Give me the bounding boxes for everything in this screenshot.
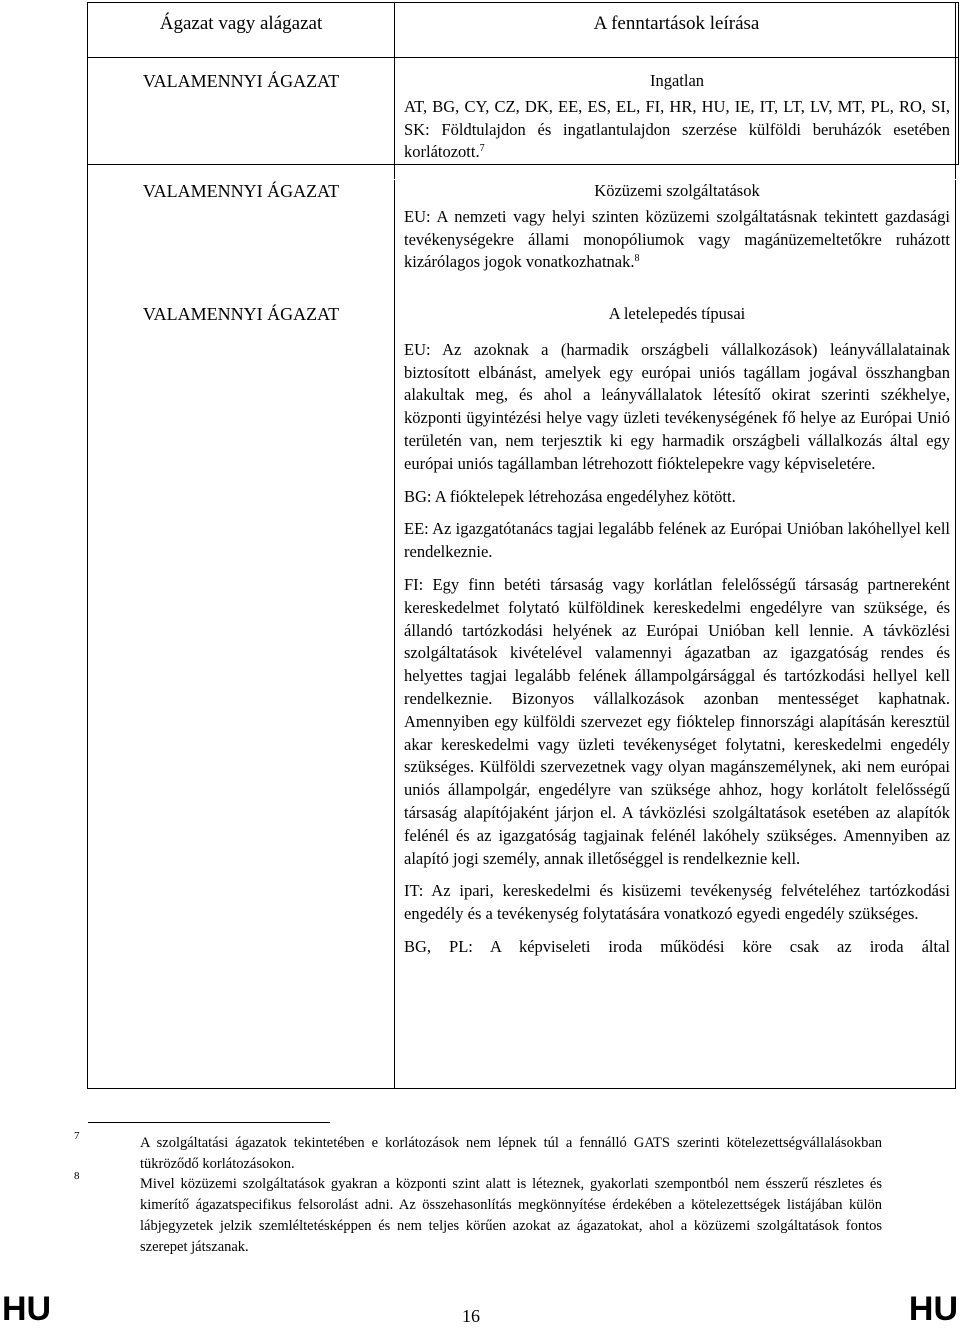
table-border [394,179,956,180]
table-border [394,2,395,1088]
header-description: A fenntartások leírása [395,3,959,58]
language-mark-left: HU [2,1290,52,1328]
section-title: A letelepedés típusai [608,304,746,323]
sector-cell: VALAMENNYI ÁGAZAT [142,181,340,201]
page-number: 16 [462,1306,480,1326]
paragraph-text: AT, BG, CY, CZ, DK, EE, ES, EL, FI, HR, HU, IE, IT, LT, LV, MT, PL, RO, SI, SK: Földtulajdon és ingatlantulajdon szerzése külföldi beruházók esetében korlátozott. [404,96,950,162]
table-border [87,1088,956,1089]
footnote-text: A szolgáltatási ágazatok tekintetében e korlátozások nem lépnek túl a fennálló GATS szerinti kötelezettségvállalásokban tükröződő korlátozásokon. [140,1135,882,1172]
table-border [955,2,956,1088]
footnote-number: 7 [74,1130,80,1142]
table-row [88,58,959,165]
reservations-table [87,2,959,165]
paragraph: EE: Az igazgatótanács tagjai legalább felének az Európai Unióban lakóhellyel kell rendelkeznie. [404,519,950,562]
table-border [87,2,88,1088]
header-sector: Ágazat vagy alágazat [88,3,395,58]
footnote-ref: 8 [634,253,640,265]
description-cell [395,58,959,165]
sector-cell: VALAMENNYI ÁGAZAT [88,58,395,165]
footnote-text: Mivel közüzemi szolgáltatások gyakran a központi szint alatt is léteznek, gyakorlati szempontból nem ésszerű részletes és kimerítő ágazatspecifikus felsorolást adni. Az összehasonlítás megkönnyítése érdekében a kötelezettségek listájában külön lábjegyzetek jelzik szemléltetésképpen és nem teljes körűen azokat az ágazatokat, ahol a közüzemi szolgáltatások fontos szerepet játszanak. [140,1176,882,1255]
paragraph-text: EU: A nemzeti vagy helyi szinten közüzemi szolgáltatásnak tekintett gazdasági tevékenységekre állami monopóliumok vagy magánüzemeltetőkre ruházott kizárólagos jogok vonatkozhatnak. [404,206,950,272]
language-mark-right: HU [908,1290,958,1328]
paragraph: IT: Az ipari, kereskedelmi és kisüzemi tevékenység felvételéhez tartózkodási engedély és a tevékenység folytatására vonatkozó egyedi engedély szükséges. [404,881,950,924]
paragraph: BG, PL: A képviseleti iroda működési köre csak az iroda által [404,936,950,956]
footnote-number: 8 [74,1170,80,1182]
paragraph: BG: A fióktelepek létrehozása engedélyhez kötött. [404,486,736,506]
footnote-ref: 7 [479,143,485,155]
description-cell [404,303,950,959]
paragraph [404,206,950,274]
sector-cell: VALAMENNYI ÁGAZAT [142,304,340,324]
paragraph: EU: Az azoknak a (harmadik országbeli vállalkozások) leányvállalatainak biztosított elbánást, amelyek egy európai uniós tagállam jogával összhangban alakultak meg, és ahol a leányvállalatok létesítő okirat szerinti székhelye, központi ügyintézési helye vagy üzleti tevékenységének fő helye az Európai Unió területén van, nem terjesztik ki egy harmadik országbeli vállalkozás által egy európai uniós tagállamban létrehozott fióktelepekre vagy képviseletére. [404,339,950,473]
footnote-separator [88,1122,330,1123]
description-cell [404,180,950,274]
section-title: Közüzemi szolgáltatások [594,181,760,200]
paragraph [404,96,950,164]
paragraph: FI: Egy finn betéti társaság vagy korlátlan felelősségű társaság partnereként kereskedelmet folytató külföldinek kereskedelmi engedélyre van szüksége, és állandó tartózkodási helyének az Európai Unióban kell lennie. A távközlési szolgáltatások kivételével valamennyi ágazatban az igazgatóság rendes és helyettes tagjai legalább felének állampolgársággal és tartózkodási hellyel kell rendelkeznie. Bizonyos vállalkozások azonban mentességet kaphatnak. Amennyiben egy külföldi szervezet egy fióktelep finnországi alapításán keresztül akar kereskedelmi vagy üzleti tevékenységet folytatni, kereskedelmi engedély szükséges. Külföldi szervezetnek vagy olyan magánszemélynek, aki nem európai uniós állampolgár, engedélyre van szüksége ahhoz, hogy korlátolt felelősségű társaság alapítójaként járjon el. A távközlési szolgáltatások esetében az alapítók felénél és az igazgatóság tagjainak felénél lakóhely szükséges. Amennyiben az alapító jogi személy, annak illetőséggel is rendelkeznie kell. [404,574,950,868]
section-title: Ingatlan [649,71,705,90]
table-header-row [88,3,959,58]
